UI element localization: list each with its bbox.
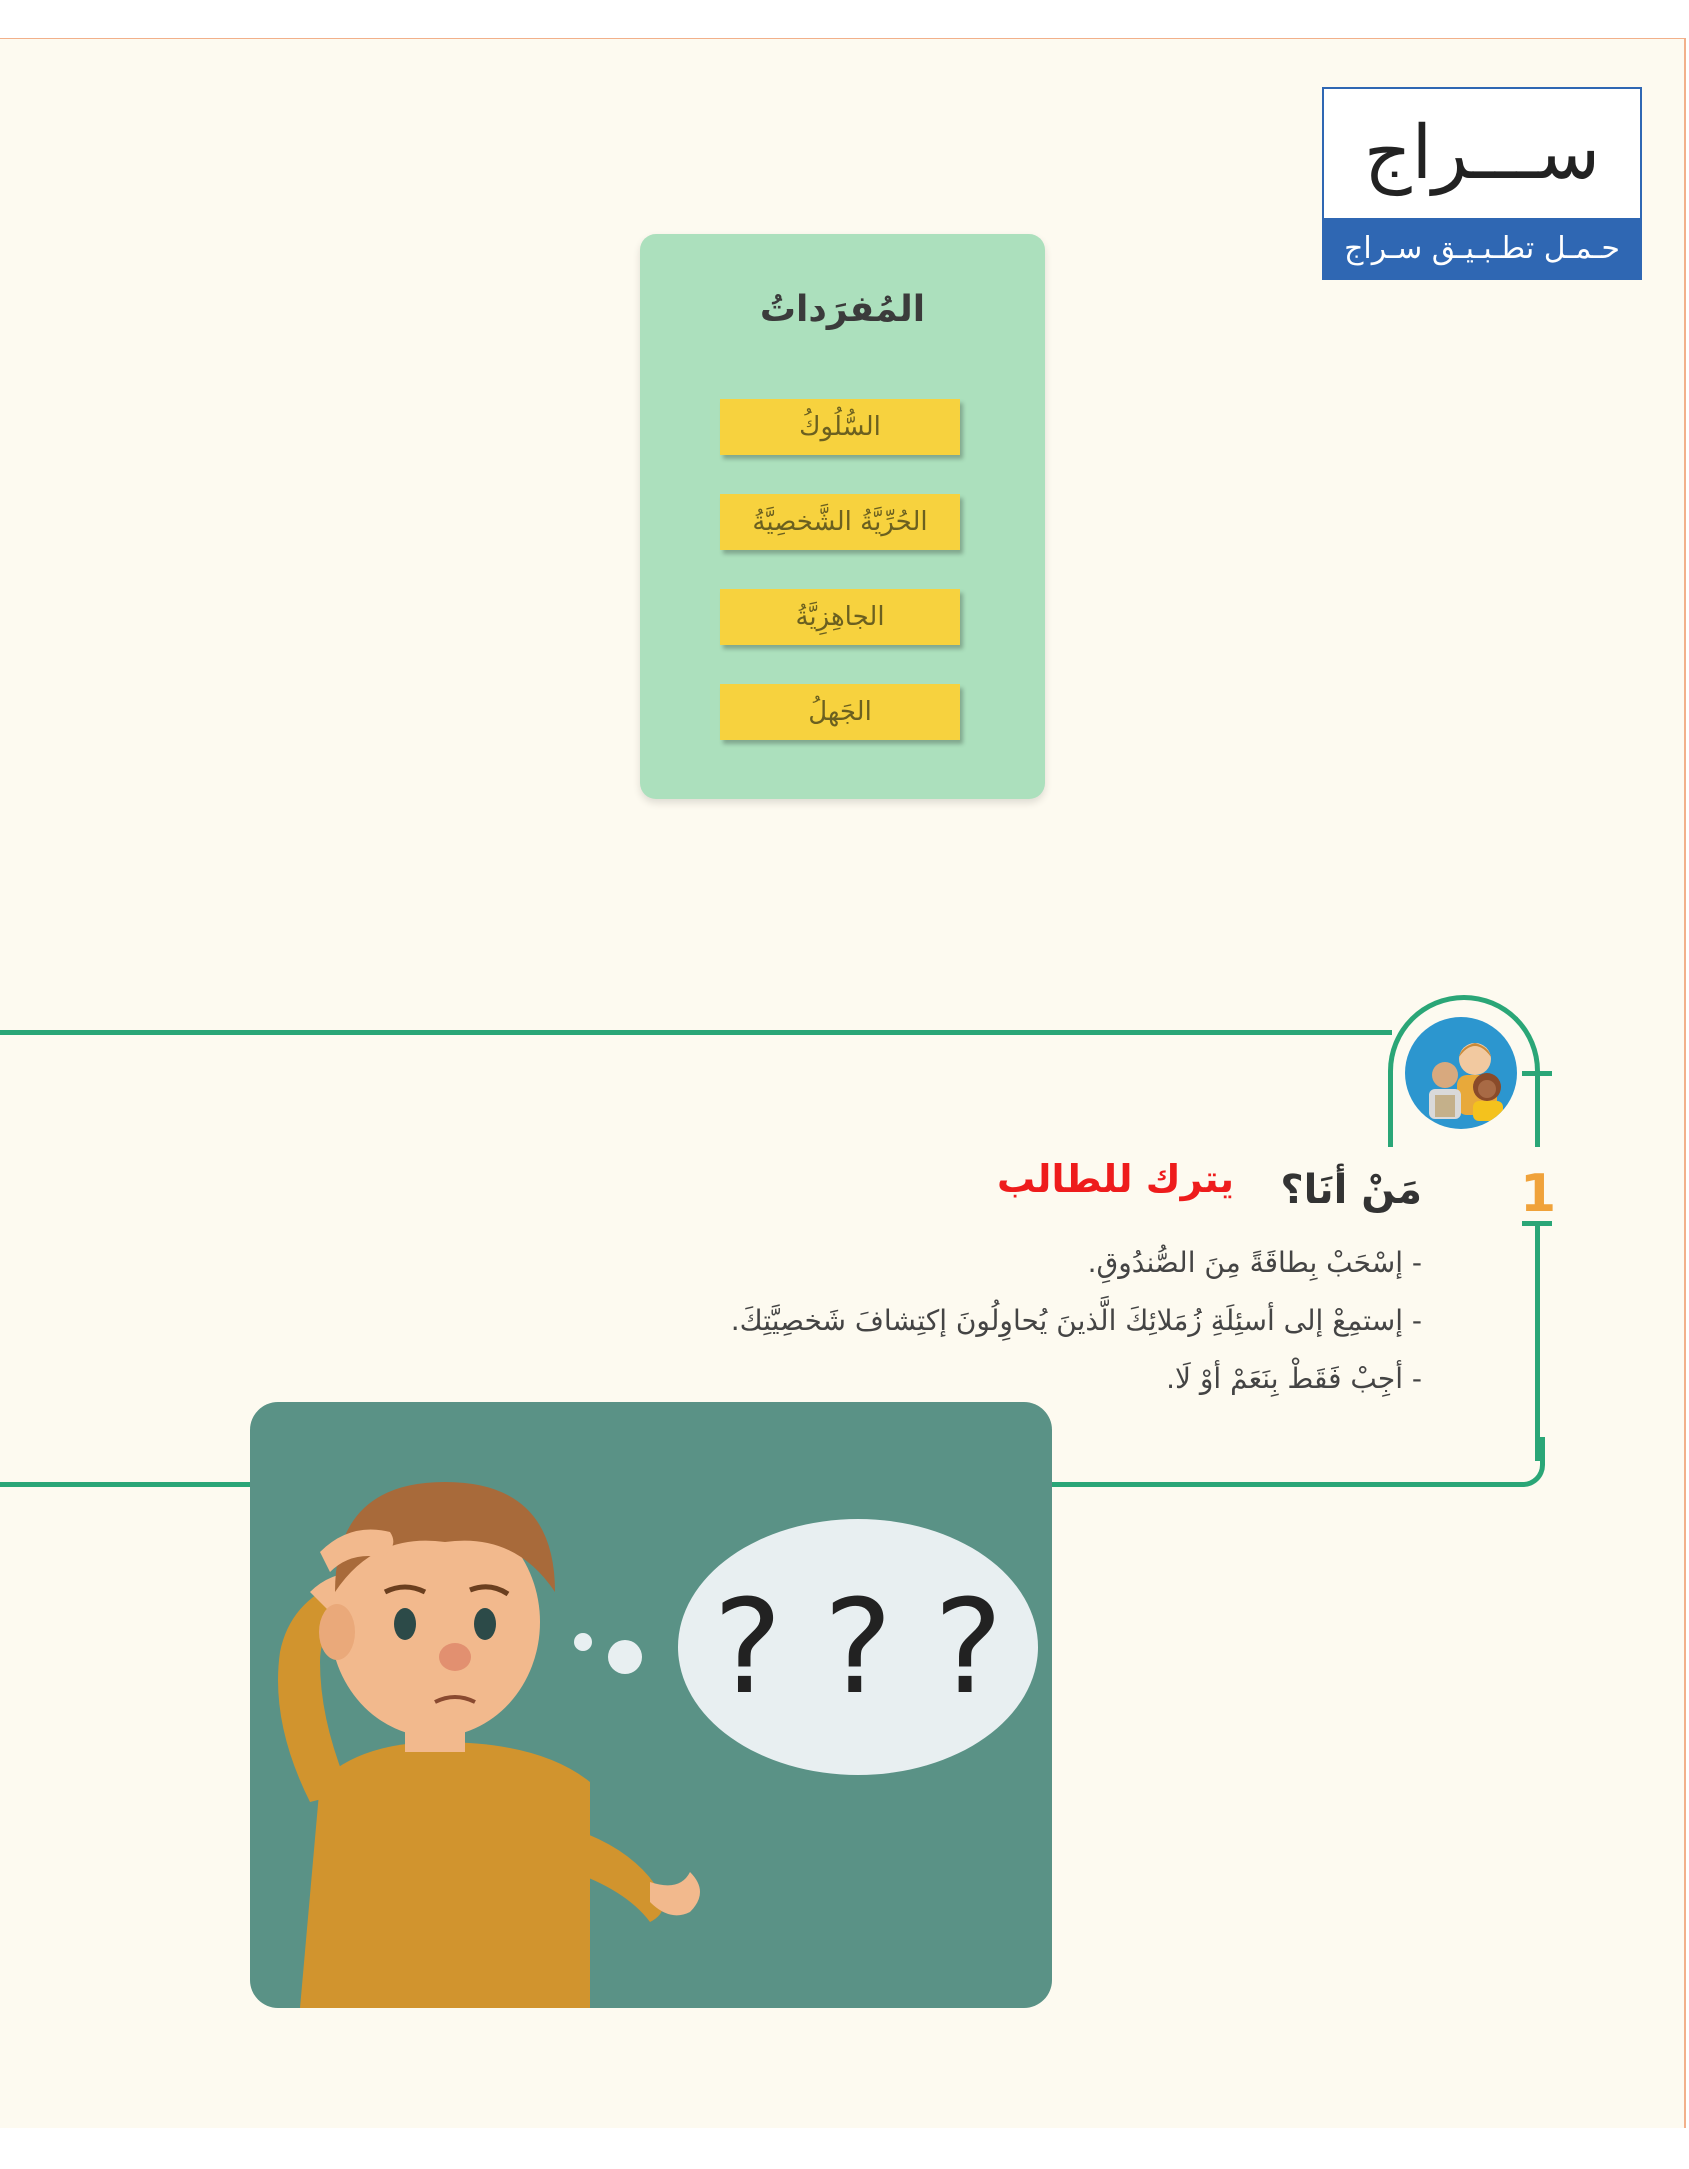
bracket-corner xyxy=(1495,1437,1545,1487)
vocabulary-title: المُفرَداتُ xyxy=(759,289,926,330)
activity-title: مَنْ أنَا؟ xyxy=(1280,1167,1422,1213)
thinking-person-illustration xyxy=(250,1402,1052,2008)
vocab-chip: الجاهِزِيَّةُ xyxy=(720,589,960,645)
instruction-line: - إسْحَبْ بِطاقَةً مِنَ الصُّندُوقِ. xyxy=(1087,1246,1422,1279)
siraj-logo[interactable] xyxy=(1322,87,1642,280)
thought-bubble-text: ? ? ? xyxy=(713,1571,1003,1723)
vocab-chip: السُّلُوكُ xyxy=(720,399,960,455)
activity-instructions xyxy=(522,1234,1422,1408)
logo-tagline: حـمـل تطـبـيـق سـراج xyxy=(1324,218,1640,278)
bracket-bottom-line xyxy=(1052,1482,1500,1487)
vocab-chip: الجَهلُ xyxy=(720,684,960,740)
left-bottom-line xyxy=(0,1482,250,1487)
vocabulary-card xyxy=(640,234,1045,799)
activity-number: 1 xyxy=(1520,1164,1557,1224)
instruction-line: - إستمِعْ إلى أسئِلَةِ زُمَلائِكَ الَّذينَ يُحاوِلُونَ إكتِشافَ شَخصِيَّتِكَ. xyxy=(730,1304,1422,1337)
bracket-line xyxy=(1535,1221,1540,1461)
teacher-note: يترك للطالب xyxy=(996,1157,1234,1201)
instruction-line: - أجِبْ فَقَطْ بِنَعَمْ أوْ لَا. xyxy=(1166,1362,1422,1395)
logo-wordmark: ســـراج xyxy=(1363,110,1601,196)
arch-cap xyxy=(1522,1071,1552,1076)
group-activity-icon xyxy=(1405,1017,1517,1129)
vocab-chip: الحُرِّيَّةُ الشَّخصِيَّةُ xyxy=(720,494,960,550)
page xyxy=(0,38,1686,2128)
thinking-person-image xyxy=(250,1402,1052,2008)
section-divider-line xyxy=(0,1030,1392,1035)
